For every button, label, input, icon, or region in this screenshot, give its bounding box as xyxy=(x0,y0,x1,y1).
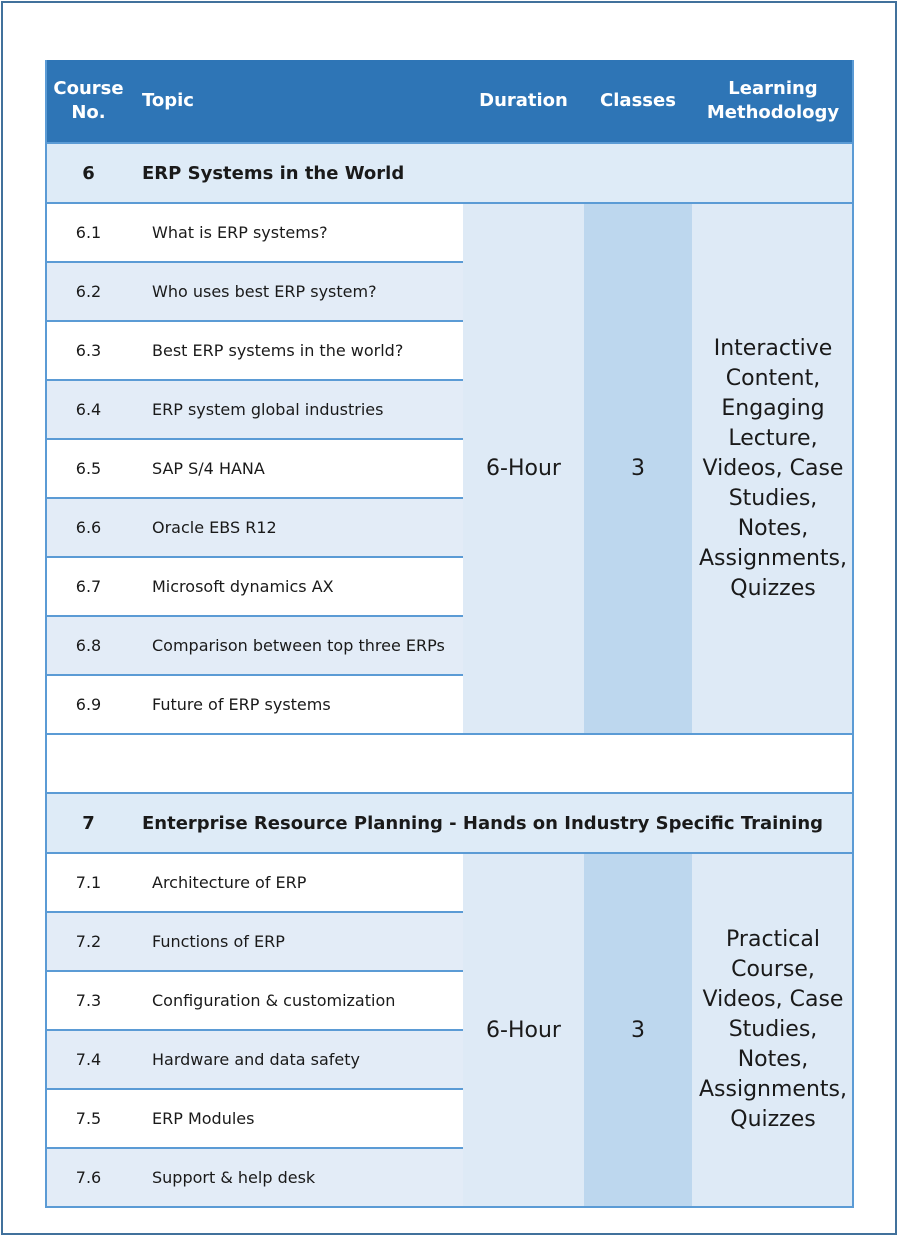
methodology-line: Quizzes xyxy=(730,1107,816,1132)
item-number: 6.7 xyxy=(45,557,132,616)
item-topic: Who uses best ERP system? xyxy=(132,262,463,321)
header-duration: Duration xyxy=(463,60,584,143)
section-row-6 xyxy=(45,143,854,203)
item-number: 6.1 xyxy=(45,203,132,262)
section-duration: 6-Hour xyxy=(463,853,584,1207)
item-topic: Functions of ERP xyxy=(132,912,463,971)
methodology-line: Videos, Case xyxy=(702,455,844,481)
item-topic: Microsoft dynamics AX xyxy=(132,557,463,616)
methodology-line: Practical xyxy=(726,927,820,952)
item-topic: ERP Modules xyxy=(132,1089,463,1148)
item-topic: Future of ERP systems xyxy=(132,675,463,734)
item-topic: What is ERP systems? xyxy=(132,203,463,262)
item-number: 6.9 xyxy=(45,675,132,734)
item-topic: SAP S/4 HANA xyxy=(132,439,463,498)
methodology-line: Videos, Case xyxy=(702,987,844,1012)
table-row xyxy=(45,853,854,912)
section-row-7 xyxy=(45,793,854,853)
section-number: 7 xyxy=(45,793,132,853)
item-number: 6.2 xyxy=(45,262,132,321)
header-classes: Classes xyxy=(584,60,692,143)
spacer-row xyxy=(45,734,854,793)
methodology-line: Assignments, xyxy=(699,545,847,571)
item-number: 7.3 xyxy=(45,971,132,1030)
item-number: 6.6 xyxy=(45,498,132,557)
item-number: 7.4 xyxy=(45,1030,132,1089)
item-number: 7.6 xyxy=(45,1148,132,1207)
item-number: 6.4 xyxy=(45,380,132,439)
section-methodology xyxy=(692,853,854,1207)
item-topic: Hardware and data safety xyxy=(132,1030,463,1089)
methodology-line: Course, xyxy=(731,957,815,982)
item-topic: Best ERP systems in the world? xyxy=(132,321,463,380)
item-topic: Support & help desk xyxy=(132,1148,463,1207)
item-number: 6.5 xyxy=(45,439,132,498)
methodology-line: Quizzes xyxy=(730,575,816,601)
item-topic: Oracle EBS R12 xyxy=(132,498,463,557)
table-header xyxy=(45,60,854,143)
item-number: 7.5 xyxy=(45,1089,132,1148)
section-classes: 3 xyxy=(584,853,692,1207)
methodology-line: Studies, xyxy=(728,1017,818,1042)
methodology-line: Notes, xyxy=(737,1047,809,1072)
header-course-no: Course No. xyxy=(45,60,132,143)
section-classes: 3 xyxy=(584,203,692,734)
course-table-wrapper xyxy=(45,60,854,1208)
item-topic: Architecture of ERP xyxy=(132,853,463,912)
item-number: 6.3 xyxy=(45,321,132,380)
section-methodology xyxy=(692,203,854,734)
item-topic: Configuration & customization xyxy=(132,971,463,1030)
methodology-line: Engaging xyxy=(721,395,825,421)
header-topic: Topic xyxy=(132,60,463,143)
spacer-cell xyxy=(45,734,854,793)
course-table xyxy=(45,60,854,1208)
methodology-line: Studies, xyxy=(728,485,818,511)
methodology-line: Assignments, xyxy=(699,1077,847,1102)
section-number: 6 xyxy=(45,143,132,203)
section-title: ERP Systems in the World xyxy=(132,143,854,203)
table-row xyxy=(45,203,854,262)
item-number: 7.1 xyxy=(45,853,132,912)
section-duration: 6-Hour xyxy=(463,203,584,734)
item-number: 6.8 xyxy=(45,616,132,675)
item-topic: Comparison between top three ERPs xyxy=(132,616,463,675)
section-title: Enterprise Resource Planning - Hands on Industry Specific Training xyxy=(132,793,854,853)
item-number: 7.2 xyxy=(45,912,132,971)
methodology-line: Lecture, xyxy=(728,425,818,451)
header-learning-methodology: Learning Methodology xyxy=(692,60,854,143)
methodology-line: Content, xyxy=(725,365,821,391)
item-topic: ERP system global industries xyxy=(132,380,463,439)
methodology-line: Notes, xyxy=(737,515,809,541)
methodology-line: Interactive xyxy=(713,335,833,361)
